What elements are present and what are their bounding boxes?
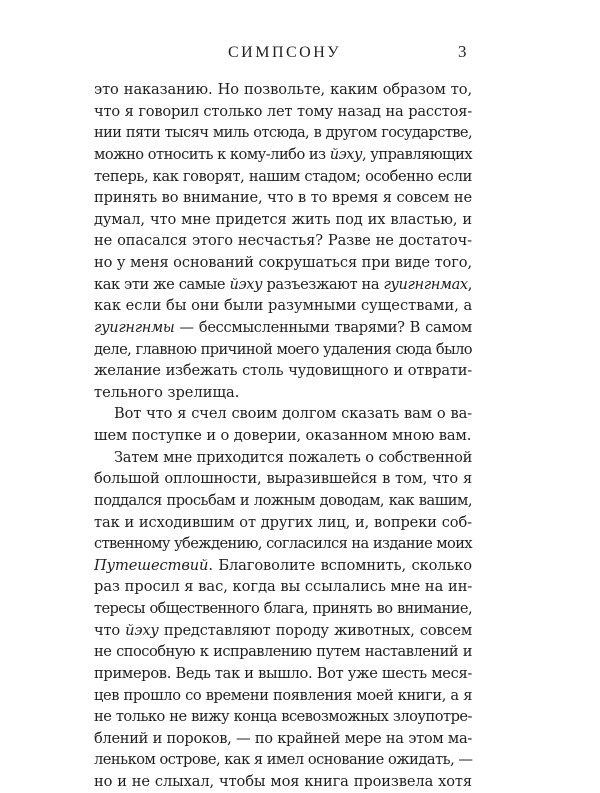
page-number: 3 (458, 42, 467, 61)
text-line (94, 101, 472, 123)
text-line (94, 403, 472, 425)
text-segment: тересы общественного блага, принять во внимание, (94, 600, 472, 617)
text-line (94, 79, 472, 101)
text-segment: разъезжают на (262, 275, 384, 293)
text-line (94, 663, 472, 685)
text-segment: ственному убеждению, согласился на издание моих (94, 535, 472, 553)
text-segment: Затем мне приходится пожалеть о собственной (114, 448, 472, 466)
text-segment: это наказанию. Но позвольте, каким образом то, (94, 81, 472, 98)
running-title: СИМПСОНУ (228, 44, 342, 61)
italic-term: йэху (329, 145, 362, 163)
text-line (94, 274, 472, 296)
text-segment: поддался просьбам и ложным доводам, как вашим, (94, 491, 472, 509)
text-line (94, 382, 472, 404)
text-line (94, 749, 472, 771)
text-segment: можно относить к кому-либо из (94, 145, 330, 163)
text-line (94, 576, 472, 598)
text-segment: большой оплошности, выразившейся в том, что я (94, 470, 472, 488)
italic-term: Путешествий (94, 556, 209, 574)
text-line (94, 533, 472, 555)
text-line (94, 512, 472, 534)
text-segment: — бессмысленными тварями? В самом (174, 318, 472, 336)
text-segment: деле, главною причиной моего удаления сюда было (94, 340, 472, 358)
text-line (94, 252, 472, 274)
italic-term: йэху (125, 621, 159, 639)
text-segment: тельного зрелища. (94, 383, 240, 401)
text-line (94, 317, 472, 339)
text-line (94, 598, 472, 620)
text-line (94, 490, 472, 512)
text-segment: но и не слыхал, чтобы моя книга произвела хотя (94, 773, 472, 790)
text-segment: что я говорил столько лет тому назад на расстоя- (94, 102, 472, 120)
text-line (94, 166, 472, 188)
text-segment: как эти же самые (94, 275, 230, 293)
text-line (94, 728, 472, 750)
text-segment: желание избежать столь чудовищного и отврати- (94, 362, 472, 380)
text-line (94, 187, 472, 209)
text-segment: Вот что я счел своим долгом сказать вам о ва- (114, 405, 472, 423)
body-text (94, 79, 472, 793)
text-line (94, 641, 472, 663)
text-segment: не способную к исправлению путем наставлений и (94, 643, 472, 661)
text-segment: шем поступке и о доверии, оказанном мною вам. (94, 427, 472, 444)
italic-term: йэху (229, 275, 263, 293)
text-segment: примеров. Ведь так и вышло. Вот уже шесть меся- (94, 664, 472, 682)
text-line (94, 447, 472, 469)
italic-term: гуигнгнмы (94, 318, 175, 336)
text-segment: как если бы они были разумными существами, а (94, 297, 473, 315)
text-segment: теперь, как говорят, нашим стадом; особенно если (94, 167, 472, 185)
text-segment: думал, что мне придется жить под их властью, и (94, 210, 472, 228)
text-segment: нии пяти тысяч миль отсюда, в другом государстве, (94, 124, 472, 142)
text-segment: принять во внимание, что в то время я совсем не (94, 189, 472, 207)
text-line (94, 555, 472, 577)
text-line (94, 339, 472, 361)
text-line (94, 360, 472, 382)
text-segment: так и исходившим от других лиц, и, вопреки соб- (94, 513, 472, 531)
text-segment: но у меня оснований сокрушаться при виде того, (94, 254, 472, 271)
text-line (94, 771, 472, 793)
text-line (94, 295, 472, 317)
italic-term: гуигнгнмах (383, 275, 468, 293)
text-segment: блений и пороков, — по крайней мере на этом ма- (94, 729, 472, 747)
text-line (94, 685, 472, 707)
text-segment: что (94, 621, 126, 639)
text-segment: представляют породу животных, совсем (158, 621, 472, 639)
text-segment: , (467, 275, 472, 293)
text-line (94, 706, 472, 728)
text-line (94, 144, 472, 166)
text-segment: . Благоволите вспомнить, сколько (208, 556, 472, 574)
text-segment: раз просил я вас, когда вы ссылались мне на ин- (94, 578, 473, 596)
text-segment: цев прошло со времени появления моей книги, а я (94, 686, 472, 704)
text-segment: , управляющих (362, 145, 473, 163)
text-line (94, 209, 472, 231)
text-segment: не опасался этого несчастья? Разве не достаточ- (94, 232, 472, 250)
text-line (94, 425, 472, 447)
text-segment: не только не вижу конца всевозможных злоупотре- (94, 708, 472, 726)
text-line (94, 230, 472, 252)
text-line (94, 122, 472, 144)
running-head (0, 44, 600, 68)
text-line (94, 468, 472, 490)
text-segment: леньком острове, как я имел основание ожидать, — (94, 751, 473, 769)
text-line (94, 620, 472, 642)
